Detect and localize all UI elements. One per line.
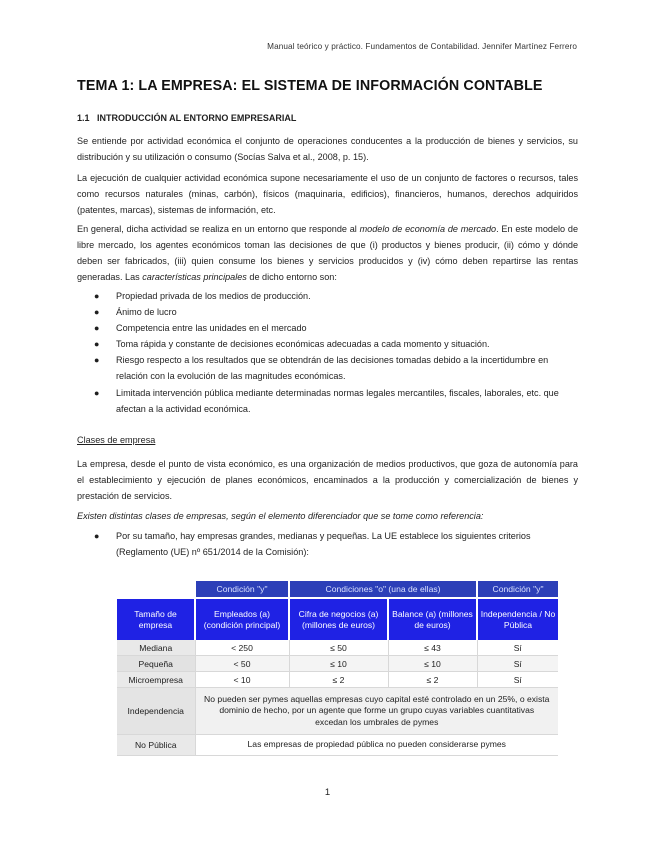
bullet-icon: ● — [94, 291, 100, 301]
table-row — [117, 656, 558, 672]
column-header: Balance (a) (millones de euros) — [388, 598, 477, 640]
bullet-icon: ● — [94, 387, 100, 398]
column-header: Independencia / No Pública — [477, 598, 558, 640]
chapter-title: TEMA 1: LA EMPRESA: EL SISTEMA DE INFORMACIÓN CONTABLE — [77, 78, 543, 94]
bullet-icon: ● — [94, 531, 100, 541]
table-cell: Pequeña — [117, 656, 195, 672]
table-cell: Sí — [477, 672, 558, 688]
list-item — [77, 352, 578, 384]
p3-text-c: . En este modelo de libre mercado, los agentes económicos toman las decisiones de que (i) productos y bienes producir, (ii) cómo y dónde deben ser fabricados, (iii) quien consume los bienes y servicios producidos y (iv) cómo deben repartirse las rentas generadas. Las — [77, 224, 579, 283]
table-row-no-publica — [117, 735, 558, 756]
list-item-text: Toma rápida y constante de decisiones económicas adecuadas a cada momento y situación. — [116, 339, 490, 350]
paragraph-factores: La ejecución de cualquier actividad económica supone necesariamente el uso de un conjunto de factores o recursos, tales como recursos naturales (minas, carbón), físicos (maquinaria, edificios), financieros, humanos, derechos adquiridos (patentes, marcas), sistemas de información, etc. — [77, 173, 578, 216]
table-cell: Independencia — [117, 688, 195, 735]
condition-header: Condiciones "o" (una de ellas) — [289, 581, 477, 598]
table-cell: Sí — [477, 640, 558, 656]
p3-text-e: de dicho entorno son: — [246, 272, 337, 283]
caracteristicas-list — [77, 288, 578, 417]
condition-header: Condición "y" — [477, 581, 558, 598]
table-cell: ≤ 10 — [388, 656, 477, 672]
table-row — [117, 640, 558, 656]
table-cell: ≤ 2 — [388, 672, 477, 688]
bullet-icon: ● — [94, 307, 100, 318]
running-header: Manual teórico y práctico. Fundamentos de Contabilidad. Jennifer Martínez Ferrero — [267, 42, 577, 51]
list-item-text: Competencia entre las unidades en el mercado — [116, 323, 307, 334]
condition-header: Condición "y" — [195, 581, 289, 598]
bullet-icon: ● — [94, 355, 100, 366]
blank-cell — [117, 581, 195, 598]
p3-emphasis-caracteristicas: características principales — [142, 272, 247, 283]
paragraph-actividad-economica: Se entiende por actividad económica el conjunto de operaciones conducentes a la producción de bienes y servicios, su distribución y su utilización o consumo (Socías Salva et al., 2008, p. 15). — [77, 136, 578, 163]
list-item-text: Limitada intervención pública mediante determinadas normas legales mercantiles, fiscales, laborales, etc. que afectan a la actividad económica. — [116, 387, 559, 414]
page-number: 1 — [324, 787, 331, 798]
table-row-independencia — [117, 688, 558, 735]
conditions-row — [117, 581, 558, 598]
list-item — [77, 385, 578, 417]
table-cell-note: No pueden ser pymes aquellas empresas cuyo capital esté controlado en un 25%, o exista dominio de hecho, por un agente que forme un grupo cuyas variables cuantitativas excedan los umbrales de pymes — [195, 688, 558, 735]
p3-emphasis-modelo: modelo de economía de mercado — [359, 224, 497, 234]
clases-list — [77, 528, 578, 560]
table-cell: No Pública — [117, 735, 195, 756]
list-item — [77, 528, 578, 560]
paragraph-empresa-definicion: La empresa, desde el punto de vista económico, es una organización de medios productivos, que goza de autonomía para el establecimiento y ejecución de planes económicos, encaminados a la producción y comercialización de bienes y prestación de servicios. — [77, 459, 578, 502]
list-item-text: Riesgo respecto a los resultados que se obtendrán de las decisiones tomadas debido a la incertidumbre en relación con la evolución de las magnitudes económicas. — [116, 355, 549, 382]
list-item — [77, 320, 578, 336]
p3-text-a: En general, dicha actividad se realiza en un entorno que responde al — [77, 224, 360, 234]
table-cell: Microempresa — [117, 672, 195, 688]
table-cell: ≤ 10 — [289, 656, 388, 672]
table-cell: Sí — [477, 656, 558, 672]
section-title: INTRODUCCIÓN AL ENTORNO EMPRESARIAL — [97, 113, 297, 123]
clases-heading: Clases de empresa — [77, 435, 156, 445]
table-cell: < 250 — [195, 640, 289, 656]
table-cell: Mediana — [117, 640, 195, 656]
column-header: Tamaño de empresa — [117, 598, 195, 640]
bullet-icon: ● — [94, 339, 100, 350]
table-cell: < 50 — [195, 656, 289, 672]
table-cell: ≤ 2 — [289, 672, 388, 688]
list-item-text: Ánimo de lucro — [116, 307, 177, 318]
bullet-icon: ● — [94, 323, 100, 334]
list-item-text: Por su tamaño, hay empresas grandes, medianas y pequeñas. La UE establece los siguientes criterios (Reglamento (UE) nº 651/2014 de la Comisión): — [116, 531, 531, 558]
list-item — [77, 288, 578, 304]
table-cell: ≤ 50 — [289, 640, 388, 656]
table-cell-note: Las empresas de propiedad pública no pueden considerarse pymes — [195, 735, 558, 756]
list-item-text: Propiedad privada de los medios de producción. — [116, 291, 311, 301]
section-number: 1.1 — [77, 113, 90, 123]
table-row — [117, 672, 558, 688]
column-header: Cifra de negocios (a) (millones de euros) — [289, 598, 388, 640]
pyme-criteria-table — [117, 581, 558, 756]
list-item — [77, 336, 578, 352]
table-cell: < 10 — [195, 672, 289, 688]
column-header: Empleados (a) (condición principal) — [195, 598, 289, 640]
paragraph-modelo-mercado — [77, 221, 578, 285]
list-item — [77, 304, 578, 320]
section-heading — [77, 113, 296, 123]
paragraph-clases-intro: Existen distintas clases de empresas, según el elemento diferenciador que se tome como referencia: — [77, 511, 484, 521]
table-cell: ≤ 43 — [388, 640, 477, 656]
column-header-row — [117, 598, 558, 640]
